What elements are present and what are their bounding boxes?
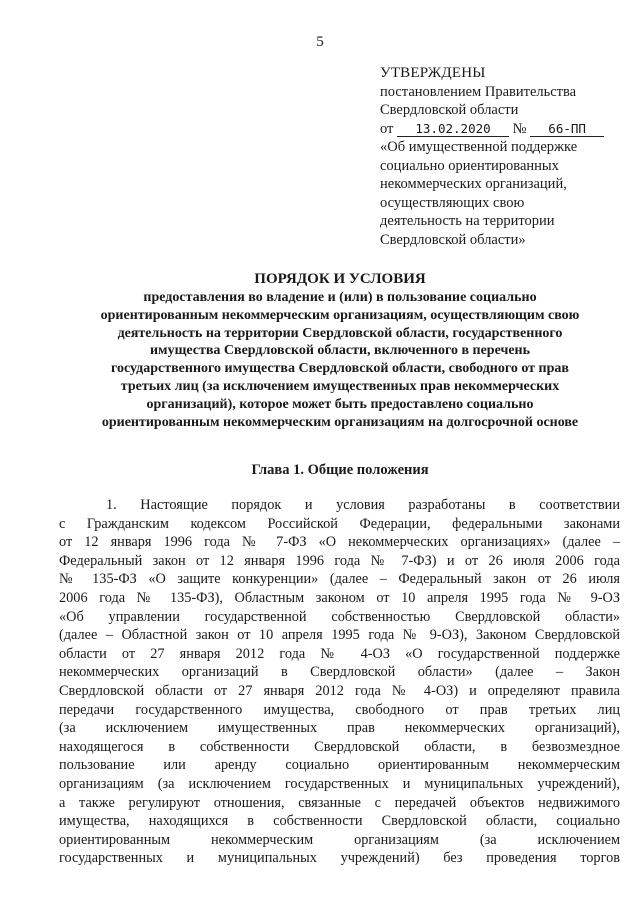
paragraph-line: государственных и муниципальных учреждений) без проведения торгов: [59, 850, 620, 867]
approval-number: 66-ПП: [530, 121, 604, 137]
heading-line: третьих лиц (за исключением имущественных прав некоммерческих: [120, 378, 560, 394]
paragraph-line: Федеральный закон от 12 января 1996 года № 7-ФЗ) и от 26 июля 2006 года: [59, 552, 620, 569]
paragraph-line: 2006 года № 135-ФЗ), Областным законом от 10 апреля 1995 года № 9-ОЗ: [59, 589, 620, 606]
heading-line: ориентированным некоммерческим организациям на долгосрочной основе: [101, 414, 579, 430]
approval-line: постановлением Правительства: [380, 83, 577, 100]
approval-doc-line: осуществляющих свою: [380, 194, 525, 211]
document-heading: [60, 269, 620, 431]
approval-doc-line: социально ориентированных: [380, 157, 559, 174]
paragraph-line: Свердловской области от 27 января 2012 года № 4-ОЗ) и определяют правила: [59, 682, 620, 699]
page-number: 5: [316, 34, 324, 50]
approval-date: 13.02.2020: [397, 121, 509, 137]
approval-line: Свердловской области: [380, 102, 519, 118]
paragraph-line: от 12 января 1996 года № 7-ФЗ «О некоммерческих организациях» (далее –: [59, 534, 620, 551]
approval-doc-line: деятельность на территории: [380, 213, 555, 229]
document-title: ПОРЯДОК И УСЛОВИЯ: [254, 271, 426, 287]
heading-line: организаций), которое может быть предоставлено социально: [146, 396, 534, 412]
approval-doc-line: «Об имущественной поддержке: [380, 139, 578, 155]
chapter-title: Глава 1. Общие положения: [251, 462, 429, 478]
paragraph-line: области от 27 января 2012 года № 4-ОЗ «О государственной поддержке: [59, 645, 620, 662]
paragraph-line: 1. Настоящие порядок и условия разработаны в соответствии: [106, 497, 620, 513]
heading-line: деятельность на территории Свердловской области, государственного: [117, 325, 563, 341]
approval-title: УТВЕРЖДЕНЫ: [380, 65, 486, 81]
paragraph-line: ориентированным некоммерческим организациям (за исключением: [59, 831, 620, 848]
approval-doc-line: Свердловской области»: [380, 231, 526, 248]
approval-doc-line: некоммерческих организаций,: [380, 176, 567, 192]
paragraph-line: организациям (за исключением государственных и муниципальных учреждений),: [59, 775, 620, 792]
heading-line: предоставления во владение и (или) в пользование социально: [143, 290, 537, 305]
paragraph-line: находящегося в собственности Свердловской области, в безвозмездное: [59, 738, 620, 755]
paragraph-line: «Об управлении государственной собственностью Свердловской области»: [59, 608, 620, 625]
heading-line: государственного имущества Свердловской области, свободного от прав: [111, 361, 569, 377]
approval-date-line: [380, 120, 630, 139]
paragraph-line: № 135-ФЗ «О защите конкуренции» (далее – Федеральный закон от 26 июля: [59, 571, 620, 588]
date-prefix: от: [380, 120, 394, 137]
paragraph-line: (за исключением имущественных прав некоммерческих организаций),: [59, 720, 620, 737]
paragraph-line: имущества, находящихся в собственности Свердловской области, социально: [59, 813, 620, 830]
number-prefix: №: [512, 120, 527, 137]
paragraph-line: (далее – Областной закон от 10 апреля 1995 года № 9-ОЗ), Законом Свердловской: [59, 627, 620, 644]
paragraph-line: с Гражданским кодексом Российской Федерации, федеральными законами: [59, 515, 620, 532]
heading-line: имущества Свердловской области, включенного в перечень: [149, 343, 531, 359]
heading-line: ориентированным некоммерческим организациям, осуществляющим свою: [100, 307, 580, 323]
paragraph-line: передачи государственного имущества, свободного от прав третьих лиц: [59, 701, 620, 718]
approval-block: [380, 64, 630, 249]
paragraph-line: некоммерческих организаций в Свердловской области» (далее – Закон: [59, 664, 620, 681]
paragraph-1: [59, 496, 620, 868]
paragraph-line: пользование или аренду социально ориентированным некоммерческим: [59, 757, 620, 774]
paragraph-line: а также регулируют отношения, связанные с передачей объектов недвижимого: [59, 794, 620, 811]
